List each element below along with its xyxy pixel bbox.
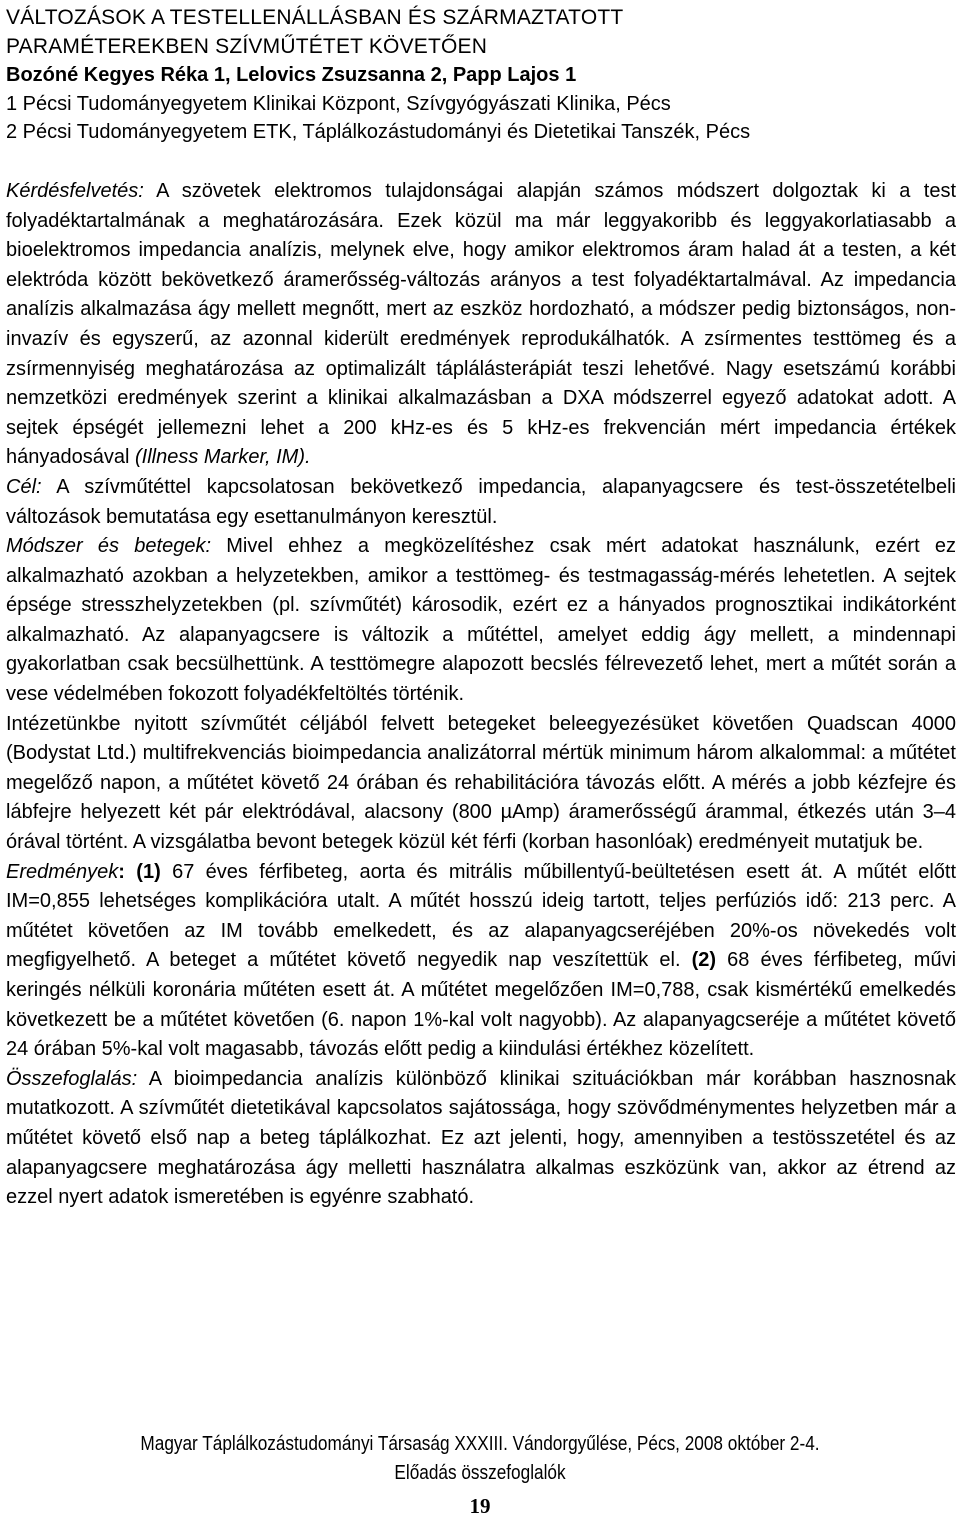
section-text-methods-1: Mivel ehhez a megközelítéshez csak mért adatokat használunk, ezért ez alkalmazható azokban a helyzetekben, amikor a testtömeg- és testmagasság-mérés lehetetlen. A sejtek épsége stresszhelyzetekben (pl. szívműtét) károsodik, ezért ez a hányados prognosztikai indikátorként alkalmazható. Az alapanyagcsere is változik a műtéttel, amelyet eddig ágy mellett, a mindennapi gyakorlatban csak becsülhettünk. A testtömegre alapozott becslés félrevezető lehet, mert a műtét során a vese védelmében fokozott folyadékfeltöltés történik.: [6, 535, 956, 706]
section-label-summary: Összefoglalás:: [6, 1067, 138, 1090]
section-results: [6, 858, 956, 1065]
section-methods: [6, 532, 956, 710]
abstract-body: [6, 177, 956, 1213]
page-number: 19: [469, 1494, 491, 1518]
section-text-methods-2: Intézetünkbe nyitott szívműtét céljából felvett betegeket beleegyezésüket követően Quadscan 4000 (Bodystat Ltd.) multifrekvenciás bioimpedancia analizátorral mértük minimum három alkalommal: a műtétet megelőző napon, a műtétet követő 24 órában és rehabilitációra távozás előtt. A mérés a jobb kézfejre és lábfejre helyezett két pár elektródával, alacsony (800 µAmp) áramerősségű árammal, étkezés után 3–4 órával történt. A vizsgálatba bevont betegek közül két férfi (korban hasonlóak) eredményeit mutatjuk be.: [6, 712, 956, 854]
case-text-1: 67 éves férfibeteg, aorta és mitrális műbillentyű-beültetésen esett át. A műtét előtt IM=0,855 lehetséges komplikációra utalt. A műtét hosszú ideig tartott, teljes perfúziós idő: 213 perc. A műtétet követően az IM tovább emelkedett, és az alapanyagcseréjében 20%-os növekedés volt megfigyelhető. A beteget a műtétet követő negyedik nap veszítettük el.: [6, 860, 957, 972]
document-page: [6, 4, 956, 1213]
footer-subtitle: Előadás összefoglalók: [394, 1462, 566, 1484]
case-number-1: (1): [136, 860, 161, 883]
section-aim: [6, 473, 956, 532]
case-text-2: 68 éves férfibeteg, művi keringés nélküli koronária műtéten esett át. A műtétet megelőzően IM=0,788, csak kismértékű emelkedés következett be a műtétet követően (6. napon 1%-kal volt nagyobb). Az alapanyagcseréje a műtétet követő 24 órában 5%-kal volt magasabb, távozás előtt pedig a kiindulási értékhez közelített.: [6, 949, 957, 1061]
section-label-results: Eredmények: [6, 860, 119, 883]
section-text-summary: A bioimpedancia analízis különböző klinikai szituációkban már korábban hasznosnak mutatkozott. A szívműtét dietetikával kapcsolatos sajátossága, hogy szövődménymentes helyzetben már a műtétet követő első nap a beteg táplálkozhat. Ez azt jelenti, hogy, amennyiben a testösszetétel és az alapanyagcsere meghatározása ágy melletti használatra alkalmas eszközünk van, akkor az étrend az ezzel nyert adatok ismeretében is egyénre szabható.: [6, 1067, 956, 1209]
article-header: [6, 4, 956, 147]
section-background: [6, 177, 956, 473]
section-text-aim: A szívműtéttel kapcsolatosan bekövetkező impedancia, alapanyagcsere és test-összetételbeli változások bemutatása egy esettanulmányon keresztül.: [6, 475, 956, 528]
article-title-line-2: PARAMÉTEREKBEN SZÍVMŰTÉTET KÖVETŐEN: [6, 34, 488, 58]
footer-conference: Magyar Táplálkozástudományi Társaság XXXIII. Vándorgyűlése, Pécs, 2008 október 2-4.: [140, 1433, 820, 1455]
section-label-aim: Cél:: [6, 475, 42, 498]
affiliation-1: 1 Pécsi Tudományegyetem Klinikai Központ, Szívgyógyászati Klinika, Pécs: [6, 92, 671, 115]
author-list: Bozóné Kegyes Réka 1, Lelovics Zsuzsanna 2, Papp Lajos 1: [6, 64, 577, 87]
results-colon: :: [118, 860, 125, 883]
section-methods-2: [6, 710, 956, 858]
affiliation-2: 2 Pécsi Tudományegyetem ETK, Táplálkozástudományi és Dietetikai Tanszék, Pécs: [6, 121, 751, 144]
section-text-background: A szövetek elektromos tulajdonságai alapján számos módszert dolgoztak ki a test folyadéktartalmának a meghatározására. Ezek közül ma már leggyakoribb és leggyakorlatiasabb a bioelektromos impedancia analízis, melynek elve, hogy amikor elektromos áram halad át a testen, a két elektróda között bekövetkező áramerősség-változás arányos a test folyadéktartalmával. Az impedancia analízis alkalmazása ágy mellett megnőtt, mert az eszköz hordozható, a módszer pedig biztonságos, non-invazív és egyszerű, az azonnal kiderült eredmények reprodukálhatók. A zsírmentes testtömeg és a zsírmennyiség meghatározása az optimalizált táplálásterápiát teszi lehetővé. Nagy esetszámú korábbi nemzetközi eredmények szerint a klinikai alkalmazásban a DXA módszerrel egyező adatokat adott. A sejtek épségét jellemezni lehet a 200 kHz-es és 5 kHz-es frekvencián mért impedancia értékek hányadosával: [6, 179, 956, 469]
illness-marker-term: (Illness Marker, IM).: [134, 446, 311, 469]
case-number-2: (2): [691, 949, 717, 972]
section-label-background: Kérdésfelvetés:: [6, 179, 144, 202]
section-label-methods: Módszer és betegek:: [6, 535, 212, 558]
section-summary: [6, 1065, 956, 1213]
article-title-line-1: VÁLTOZÁSOK A TESTELLENÁLLÁSBAN ÉS SZÁRMAZTATOTT: [6, 6, 624, 29]
